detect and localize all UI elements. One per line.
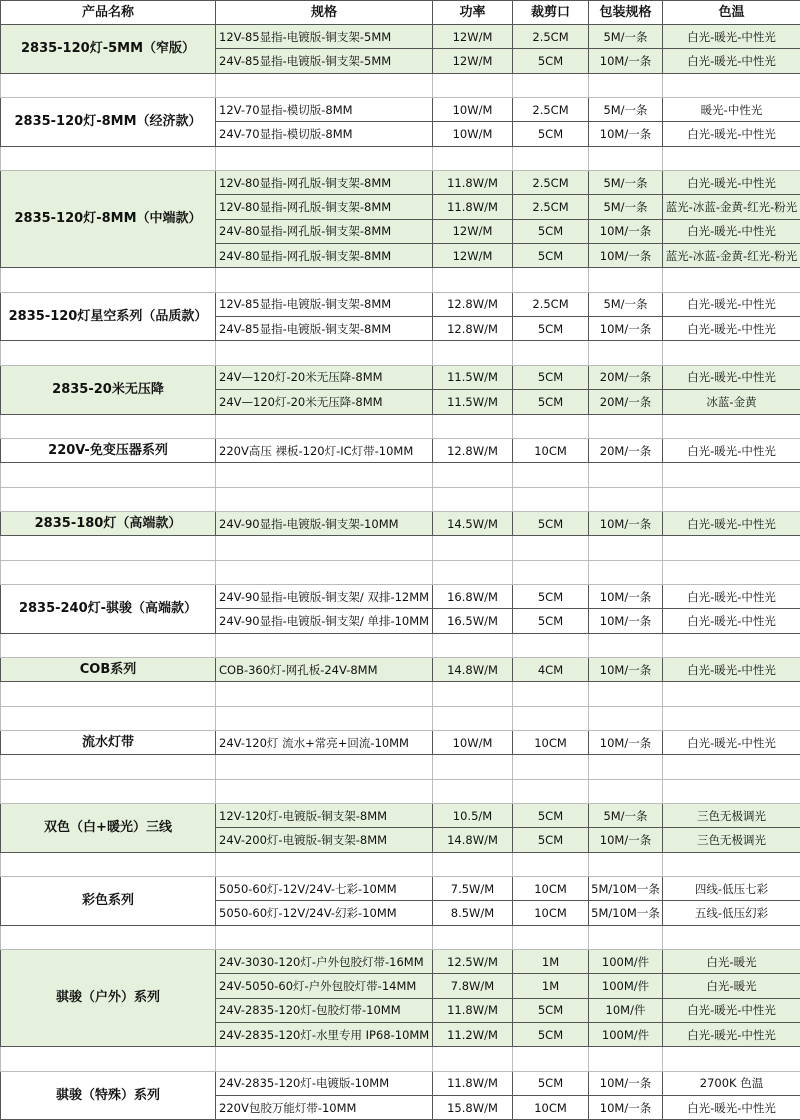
spacer-cell [589, 487, 663, 511]
color-temp-cell: 白光-暖光-中性光 [663, 122, 800, 146]
product-name-cell: 2835-120灯星空系列（品质款） [1, 292, 216, 341]
cut-cell: 5CM [513, 828, 589, 852]
spacer-cell [216, 633, 433, 657]
table-row [1, 730, 800, 754]
spacer-cell [216, 560, 433, 584]
power-cell: 12.5W/M [433, 950, 513, 974]
color-temp-cell: 暖光-中性光 [663, 98, 800, 122]
color-temp-cell: 三色无极调光 [663, 804, 800, 828]
spacer-cell [663, 682, 800, 706]
table-row [1, 365, 800, 389]
spacer-cell [433, 1047, 513, 1071]
spacer-cell [1, 1047, 216, 1071]
spacer-cell [589, 414, 663, 438]
header-product-name: 产品名称 [1, 1, 216, 25]
spacer-cell [1, 341, 216, 365]
color-temp-cell: 白光-暖光-中性光 [663, 219, 800, 243]
spacer-row [1, 682, 800, 706]
color-temp-cell: 蓝光-冰蓝-金黄-红光-粉光 [663, 244, 800, 268]
spec-cell: 24V-3030-120灯-户外包胶灯带-16MM [216, 950, 433, 974]
power-cell: 11.2W/M [433, 1023, 513, 1047]
product-name-cell: 骐骏（户外）系列 [1, 950, 216, 1047]
power-cell: 15.8W/M [433, 1096, 513, 1120]
table-row [1, 950, 800, 974]
spacer-cell [513, 1047, 589, 1071]
cut-cell: 2.5CM [513, 292, 589, 316]
spacer-cell [513, 779, 589, 803]
cut-cell: 2.5CM [513, 171, 589, 195]
spacer-row [1, 536, 800, 560]
spacer-cell [663, 463, 800, 487]
spec-cell: 5050-60灯-12V/24V-幻彩-10MM [216, 901, 433, 925]
spacer-cell [433, 487, 513, 511]
product-name-cell: 彩色系列 [1, 877, 216, 926]
table-row [1, 584, 800, 608]
spec-cell: 24V-120灯 流水+常亮+回流-10MM [216, 730, 433, 754]
color-temp-cell: 2700K 色温 [663, 1071, 800, 1095]
spacer-cell [1, 755, 216, 779]
pack-cell: 5M/一条 [589, 804, 663, 828]
power-cell: 14.8W/M [433, 828, 513, 852]
power-cell: 12.8W/M [433, 438, 513, 462]
cut-cell: 2.5CM [513, 98, 589, 122]
spacer-cell [513, 463, 589, 487]
spec-cell: 24V-5050-60灯-户外包胶灯带-14MM [216, 974, 433, 998]
spacer-cell [433, 536, 513, 560]
spacer-cell [1, 706, 216, 730]
color-temp-cell: 五线-低压幻彩 [663, 901, 800, 925]
pack-cell: 20M/一条 [589, 365, 663, 389]
pack-cell: 10M/一条 [589, 657, 663, 681]
pack-cell: 5M/10M一条 [589, 901, 663, 925]
spacer-cell [663, 414, 800, 438]
cut-cell: 5CM [513, 1071, 589, 1095]
spacer-cell [589, 1047, 663, 1071]
spacer-cell [433, 73, 513, 97]
color-temp-cell: 蓝光-冰蓝-金黄-红光-粉光 [663, 195, 800, 219]
spacer-cell [216, 925, 433, 949]
spacer-cell [433, 463, 513, 487]
table-row [1, 98, 800, 122]
spacer-cell [433, 560, 513, 584]
pack-cell: 10M/一条 [589, 828, 663, 852]
spacer-cell [1, 560, 216, 584]
table-row [1, 171, 800, 195]
spacer-row [1, 633, 800, 657]
color-temp-cell: 白光-暖光-中性光 [663, 730, 800, 754]
color-temp-cell: 白光-暖光-中性光 [663, 365, 800, 389]
spacer-cell [1, 146, 216, 170]
color-temp-cell: 四线-低压七彩 [663, 877, 800, 901]
spec-cell: 24V-200灯-电镀版-铜支架-8MM [216, 828, 433, 852]
cut-cell: 5CM [513, 317, 589, 341]
color-temp-cell: 白光-暖光-中性光 [663, 317, 800, 341]
spacer-cell [513, 146, 589, 170]
color-temp-cell: 白光-暖光-中性光 [663, 292, 800, 316]
power-cell: 12W/M [433, 219, 513, 243]
spacer-cell [1, 682, 216, 706]
cut-cell: 5CM [513, 804, 589, 828]
power-cell: 12W/M [433, 49, 513, 73]
color-temp-cell: 白光-暖光-中性光 [663, 1096, 800, 1120]
spacer-cell [1, 779, 216, 803]
spacer-cell [433, 682, 513, 706]
pack-cell: 10M/一条 [589, 122, 663, 146]
spacer-cell [513, 633, 589, 657]
cut-cell: 2.5CM [513, 25, 589, 49]
spacer-cell [433, 146, 513, 170]
color-temp-cell: 白光-暖光-中性光 [663, 25, 800, 49]
spec-cell: 24V-2835-120灯-电镀版-10MM [216, 1071, 433, 1095]
power-cell: 12.8W/M [433, 317, 513, 341]
table-row [1, 292, 800, 316]
color-temp-cell: 白光-暖光-中性光 [663, 1023, 800, 1047]
cut-cell: 5CM [513, 219, 589, 243]
cut-cell: 5CM [513, 609, 589, 633]
pack-cell: 5M/一条 [589, 171, 663, 195]
table-row [1, 438, 800, 462]
spacer-cell [663, 779, 800, 803]
cut-cell: 2.5CM [513, 195, 589, 219]
cut-cell: 10CM [513, 730, 589, 754]
spec-cell: 12V-80显指-网孔版-铜支架-8MM [216, 195, 433, 219]
cut-cell: 1M [513, 974, 589, 998]
spec-cell: 24V-90显指-电镀版-铜支架/ 单排-10MM [216, 609, 433, 633]
spacer-cell [663, 536, 800, 560]
spacer-row [1, 755, 800, 779]
table-row [1, 804, 800, 828]
spec-cell: 24V-2835-120灯-水里专用 IP68-10MM [216, 1023, 433, 1047]
pack-cell: 10M/一条 [589, 1096, 663, 1120]
spacer-cell [663, 755, 800, 779]
product-name-cell: 2835-120灯-8MM（中端款） [1, 171, 216, 268]
power-cell: 10W/M [433, 122, 513, 146]
spacer-cell [663, 268, 800, 292]
pack-cell: 100M/件 [589, 1023, 663, 1047]
spacer-cell [1, 463, 216, 487]
spacer-cell [216, 414, 433, 438]
product-name-cell: 骐骏（特殊）系列 [1, 1071, 216, 1120]
spec-cell: 24V—120灯-20米无压降-8MM [216, 365, 433, 389]
spacer-row [1, 560, 800, 584]
spacer-row [1, 925, 800, 949]
product-name-cell: 双色（白+暖光）三线 [1, 804, 216, 853]
spacer-cell [663, 560, 800, 584]
product-name-cell: 流水灯带 [1, 730, 216, 754]
spacer-cell [216, 706, 433, 730]
spacer-cell [513, 487, 589, 511]
spec-cell: 24V-90显指-电镀版-铜支架-10MM [216, 511, 433, 535]
power-cell: 12.8W/M [433, 292, 513, 316]
spacer-row [1, 73, 800, 97]
spacer-cell [663, 73, 800, 97]
pack-cell: 10M/一条 [589, 1071, 663, 1095]
header-color-temp: 色温 [663, 1, 800, 25]
spacer-row [1, 706, 800, 730]
power-cell: 11.5W/M [433, 365, 513, 389]
cut-cell: 5CM [513, 511, 589, 535]
spacer-cell [433, 925, 513, 949]
pack-cell: 5M/一条 [589, 195, 663, 219]
spacer-cell [513, 755, 589, 779]
spacer-cell [589, 925, 663, 949]
spacer-cell [513, 536, 589, 560]
spacer-cell [589, 779, 663, 803]
color-temp-cell: 白光-暖光-中性光 [663, 438, 800, 462]
cut-cell: 10CM [513, 1096, 589, 1120]
color-temp-cell: 白光-暖光-中性光 [663, 171, 800, 195]
cut-cell: 5CM [513, 122, 589, 146]
spacer-cell [663, 925, 800, 949]
spacer-cell [589, 463, 663, 487]
spacer-cell [216, 1047, 433, 1071]
spec-cell: 24V-90显指-电镀版-铜支架/ 双排-12MM [216, 584, 433, 608]
spacer-cell [1, 852, 216, 876]
pack-cell: 20M/一条 [589, 390, 663, 414]
spec-cell: 12V-70显指-模切版-8MM [216, 98, 433, 122]
spacer-cell [513, 706, 589, 730]
cut-cell: 5CM [513, 49, 589, 73]
spacer-row [1, 414, 800, 438]
color-temp-cell: 白光-暖光 [663, 950, 800, 974]
power-cell: 11.8W/M [433, 195, 513, 219]
spacer-cell [513, 268, 589, 292]
header-row [1, 1, 800, 25]
pack-cell: 10M/件 [589, 998, 663, 1022]
power-cell: 8.5W/M [433, 901, 513, 925]
spacer-cell [663, 633, 800, 657]
power-cell: 7.5W/M [433, 877, 513, 901]
spacer-row [1, 487, 800, 511]
spacer-cell [589, 852, 663, 876]
spec-cell: COB-360灯-网孔板-24V-8MM [216, 657, 433, 681]
pack-cell: 5M/一条 [589, 25, 663, 49]
spacer-cell [216, 73, 433, 97]
spacer-cell [1, 487, 216, 511]
spec-cell: 12V-120灯-电镀版-铜支架-8MM [216, 804, 433, 828]
spacer-cell [216, 463, 433, 487]
pack-cell: 10M/一条 [589, 511, 663, 535]
cut-cell: 5CM [513, 365, 589, 389]
header-spec: 规格 [216, 1, 433, 25]
spacer-cell [663, 487, 800, 511]
spacer-cell [663, 852, 800, 876]
spacer-cell [589, 268, 663, 292]
spacer-row [1, 1047, 800, 1071]
product-name-cell: 2835-180灯（高端款） [1, 511, 216, 535]
spacer-cell [663, 1047, 800, 1071]
spacer-cell [216, 268, 433, 292]
header-power: 功率 [433, 1, 513, 25]
product-name-cell: 220V-免变压器系列 [1, 438, 216, 462]
spacer-cell [513, 341, 589, 365]
power-cell: 14.8W/M [433, 657, 513, 681]
power-cell: 11.8W/M [433, 171, 513, 195]
power-cell: 12W/M [433, 244, 513, 268]
product-name-cell: 2835-120灯-5MM（窄版） [1, 25, 216, 74]
spacer-cell [433, 706, 513, 730]
spacer-cell [1, 268, 216, 292]
spec-cell: 24V-85显指-电镀版-铜支架-5MM [216, 49, 433, 73]
spacer-cell [433, 779, 513, 803]
spacer-cell [513, 852, 589, 876]
spacer-cell [513, 925, 589, 949]
pack-cell: 10M/一条 [589, 730, 663, 754]
spacer-cell [433, 755, 513, 779]
color-temp-cell: 白光-暖光-中性光 [663, 511, 800, 535]
spacer-cell [589, 536, 663, 560]
power-cell: 14.5W/M [433, 511, 513, 535]
color-temp-cell: 白光-暖光-中性光 [663, 657, 800, 681]
spacer-cell [433, 414, 513, 438]
pack-cell: 10M/一条 [589, 317, 663, 341]
power-cell: 10W/M [433, 730, 513, 754]
color-temp-cell: 白光-暖光-中性光 [663, 609, 800, 633]
spacer-cell [663, 706, 800, 730]
spacer-cell [513, 682, 589, 706]
pack-cell: 20M/一条 [589, 438, 663, 462]
spacer-cell [589, 755, 663, 779]
spacer-cell [1, 414, 216, 438]
spec-cell: 24V-80显指-网孔版-铜支架-8MM [216, 244, 433, 268]
power-cell: 11.8W/M [433, 1071, 513, 1095]
spec-cell: 24V-70显指-模切版-8MM [216, 122, 433, 146]
spacer-cell [589, 682, 663, 706]
pack-cell: 10M/一条 [589, 609, 663, 633]
power-cell: 10W/M [433, 98, 513, 122]
spacer-cell [216, 146, 433, 170]
cut-cell: 5CM [513, 584, 589, 608]
spacer-cell [1, 633, 216, 657]
power-cell: 16.5W/M [433, 609, 513, 633]
power-cell: 10.5/M [433, 804, 513, 828]
spacer-cell [433, 341, 513, 365]
spacer-cell [589, 341, 663, 365]
power-cell: 12W/M [433, 25, 513, 49]
spacer-row [1, 852, 800, 876]
cut-cell: 10CM [513, 438, 589, 462]
spec-cell: 12V-85显指-电镀版-铜支架-8MM [216, 292, 433, 316]
spacer-row [1, 146, 800, 170]
power-cell: 11.8W/M [433, 998, 513, 1022]
product-name-cell: 2835-240灯-骐骏（高端款） [1, 584, 216, 633]
spec-cell: 220V高压 裸板-120灯-IC灯带-10MM [216, 438, 433, 462]
product-name-cell: 2835-20米无压降 [1, 365, 216, 414]
spec-cell: 12V-85显指-电镀版-铜支架-5MM [216, 25, 433, 49]
spacer-cell [433, 852, 513, 876]
product-name-cell: 2835-120灯-8MM（经济款） [1, 98, 216, 147]
pack-cell: 100M/件 [589, 974, 663, 998]
header-cut: 裁剪口 [513, 1, 589, 25]
cut-cell: 4CM [513, 657, 589, 681]
pack-cell: 5M/10M一条 [589, 877, 663, 901]
spacer-cell [513, 73, 589, 97]
spacer-cell [513, 414, 589, 438]
pack-cell: 100M/件 [589, 950, 663, 974]
spacer-row [1, 463, 800, 487]
table-row [1, 511, 800, 535]
cut-cell: 5CM [513, 998, 589, 1022]
power-cell: 16.8W/M [433, 584, 513, 608]
spacer-cell [513, 560, 589, 584]
spacer-cell [589, 146, 663, 170]
pack-cell: 10M/一条 [589, 244, 663, 268]
pack-cell: 10M/一条 [589, 219, 663, 243]
cut-cell: 1M [513, 950, 589, 974]
spacer-cell [589, 73, 663, 97]
spacer-cell [589, 706, 663, 730]
spec-cell: 24V-80显指-网孔版-铜支架-8MM [216, 219, 433, 243]
spec-cell: 220V包胶万能灯带-10MM [216, 1096, 433, 1120]
cut-cell: 5CM [513, 390, 589, 414]
power-cell: 7.8W/M [433, 974, 513, 998]
spec-cell: 24V-85显指-电镀版-铜支架-8MM [216, 317, 433, 341]
spacer-cell [589, 560, 663, 584]
spec-cell: 12V-80显指-网孔版-铜支架-8MM [216, 171, 433, 195]
color-temp-cell: 白光-暖光-中性光 [663, 584, 800, 608]
spacer-cell [216, 536, 433, 560]
color-temp-cell: 白光-暖光 [663, 974, 800, 998]
spacer-cell [216, 341, 433, 365]
pack-cell: 10M/一条 [589, 584, 663, 608]
spacer-row [1, 268, 800, 292]
header-pack: 包装规格 [589, 1, 663, 25]
pack-cell: 5M/一条 [589, 98, 663, 122]
spacer-cell [663, 341, 800, 365]
color-temp-cell: 冰蓝-金黄 [663, 390, 800, 414]
spacer-cell [433, 268, 513, 292]
cut-cell: 5CM [513, 1023, 589, 1047]
spec-cell: 24V—120灯-20米无压降-8MM [216, 390, 433, 414]
color-temp-cell: 白光-暖光-中性光 [663, 49, 800, 73]
table-row [1, 877, 800, 901]
color-temp-cell: 白光-暖光-中性光 [663, 998, 800, 1022]
spacer-cell [1, 536, 216, 560]
spacer-cell [216, 852, 433, 876]
cut-cell: 5CM [513, 244, 589, 268]
spacer-row [1, 779, 800, 803]
table-body [1, 25, 800, 1120]
table-row [1, 657, 800, 681]
spacer-cell [216, 487, 433, 511]
table-row [1, 1071, 800, 1095]
pack-cell: 10M/一条 [589, 49, 663, 73]
spacer-row [1, 341, 800, 365]
power-cell: 11.5W/M [433, 390, 513, 414]
cut-cell: 10CM [513, 901, 589, 925]
spacer-cell [216, 682, 433, 706]
spacer-cell [1, 925, 216, 949]
spacer-cell [1, 73, 216, 97]
spacer-cell [663, 146, 800, 170]
spacer-cell [216, 755, 433, 779]
cut-cell: 10CM [513, 877, 589, 901]
spec-cell: 5050-60灯-12V/24V-七彩-10MM [216, 877, 433, 901]
spacer-cell [433, 633, 513, 657]
color-temp-cell: 三色无极调光 [663, 828, 800, 852]
pack-cell: 5M/一条 [589, 292, 663, 316]
spacer-cell [589, 633, 663, 657]
spec-cell: 24V-2835-120灯-包胶灯带-10MM [216, 998, 433, 1022]
table-row [1, 25, 800, 49]
spacer-cell [216, 779, 433, 803]
product-name-cell: COB系列 [1, 657, 216, 681]
